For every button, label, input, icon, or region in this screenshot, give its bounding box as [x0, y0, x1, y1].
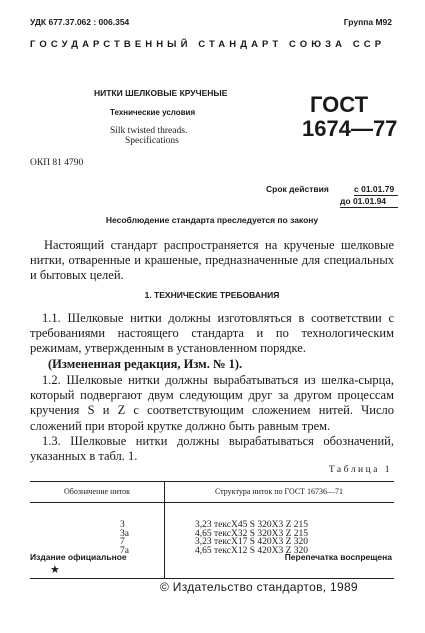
table-cell: 7	[120, 537, 125, 548]
table-divider	[164, 482, 165, 578]
paragraph-1-1: 1.1. Шелковые нитки должны изготовляться в соответствии с требованиями настоящего стандарта и по технологическим режимам, утвержденным в установленном порядке.	[30, 311, 394, 356]
gost-number: 1674—77	[302, 116, 398, 141]
standard-line: ГОСУДАРСТВЕННЫЙ СТАНДАРТ СОЮЗА ССР	[30, 39, 386, 50]
table-cell: 3,23 тексХ45 S 320Х3 Z 215	[195, 520, 309, 530]
reprint-notice: Перепечатка воспрещена	[284, 552, 392, 562]
table-cell: 3а	[120, 528, 129, 539]
table-header-designation: Обозначение ниток	[63, 487, 131, 496]
table-cell: 3	[120, 520, 125, 530]
group-code: Группа М92	[343, 17, 392, 27]
term-label: Срок действия	[266, 184, 329, 194]
table-header-rule	[30, 502, 394, 503]
official-edition: Издание официальное	[30, 552, 127, 562]
table-cell: 4,65 тексХ12 S 420Х3 Z 320	[195, 545, 309, 556]
term-to: до 01.01.94	[340, 196, 398, 208]
udk-code: УДК 677.37.062 : 006.354	[30, 17, 130, 27]
table-cell: 3,23 тексХ17 S 420Х3 Z 320	[195, 537, 309, 548]
paragraph-1-2: 1.2. Шелковые нитки должны вырабатываться из шелка-сырца, который подвергают двум следующим друг за другом процессам кручения S и Z с соответствующим сложением нитей. Число сложений при второй крутке должно быть равным трем.	[30, 373, 394, 433]
designation-column	[120, 521, 129, 555]
term-from: с 01.01.79	[354, 184, 398, 196]
title-ru: НИТКИ ШЕЛКОВЫЕ КРУЧЕНЫЕ	[94, 88, 228, 98]
table-header-structure: Структура ниток по ГОСТ 16736—71	[214, 487, 344, 496]
intro-paragraph: Настоящий стандарт распространяется на крученые шелковые нитки, отваренные и крашеные, предназначенные для специальных и бытовых целей.	[30, 238, 394, 283]
title-en: Silk twisted threads.	[110, 126, 188, 136]
section-title: 1. ТЕХНИЧЕСКИЕ ТРЕБОВАНИЯ	[144, 290, 280, 300]
thread-table	[30, 481, 394, 579]
copyright: © Издательство стандартов, 1989	[160, 580, 358, 594]
subtitle-ru: Технические условия	[110, 108, 196, 117]
subtitle-en: Specifications	[125, 136, 179, 146]
star-icon: ★	[50, 564, 60, 576]
paragraph-1-3: 1.3. Шелковые нитки должны вырабатываться обозначений, указанных в табл. 1.	[30, 434, 394, 464]
gost-label: ГОСТ	[310, 92, 369, 117]
table-cell: 7а	[120, 545, 129, 556]
okp-code: ОКП 81 4790	[30, 158, 84, 168]
structure-column	[195, 521, 308, 555]
table-caption: Таблица 1	[328, 465, 392, 475]
table-cell: 4,65 тексХ32 S 320Х3 Z 215	[195, 528, 309, 539]
amendment-note: (Измененная редакция, Изм. № 1).	[48, 357, 243, 371]
legal-notice: Несоблюдение стандарта преследуется по закону	[105, 215, 319, 225]
